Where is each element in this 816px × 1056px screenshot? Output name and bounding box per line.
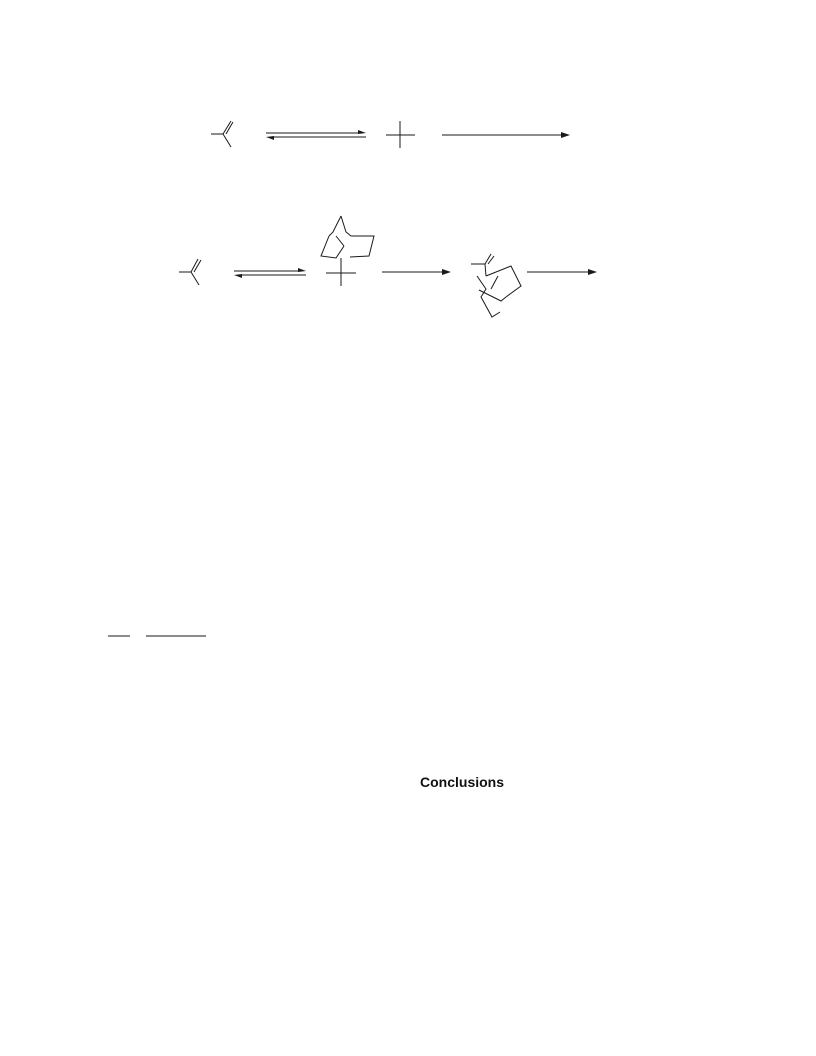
- isobutene-structure-2: [179, 259, 201, 285]
- tert-butyl-cation-structure-1: [386, 121, 415, 148]
- equilibrium-arrow-1: [266, 130, 366, 140]
- forward-arrow-3: [527, 269, 597, 275]
- forward-arrow-2: [382, 269, 451, 275]
- conclusions-heading: Conclusions: [420, 774, 505, 790]
- alkene-substituted-cage-structure: [471, 254, 521, 317]
- equilibrium-arrow-2: [234, 268, 306, 278]
- reaction-scheme-2: [179, 216, 597, 317]
- isobutene-structure-1: [211, 121, 233, 147]
- reaction-scheme-1: [211, 121, 570, 148]
- cation-with-cage-structure: [321, 216, 374, 286]
- forward-arrow-1: [442, 132, 570, 138]
